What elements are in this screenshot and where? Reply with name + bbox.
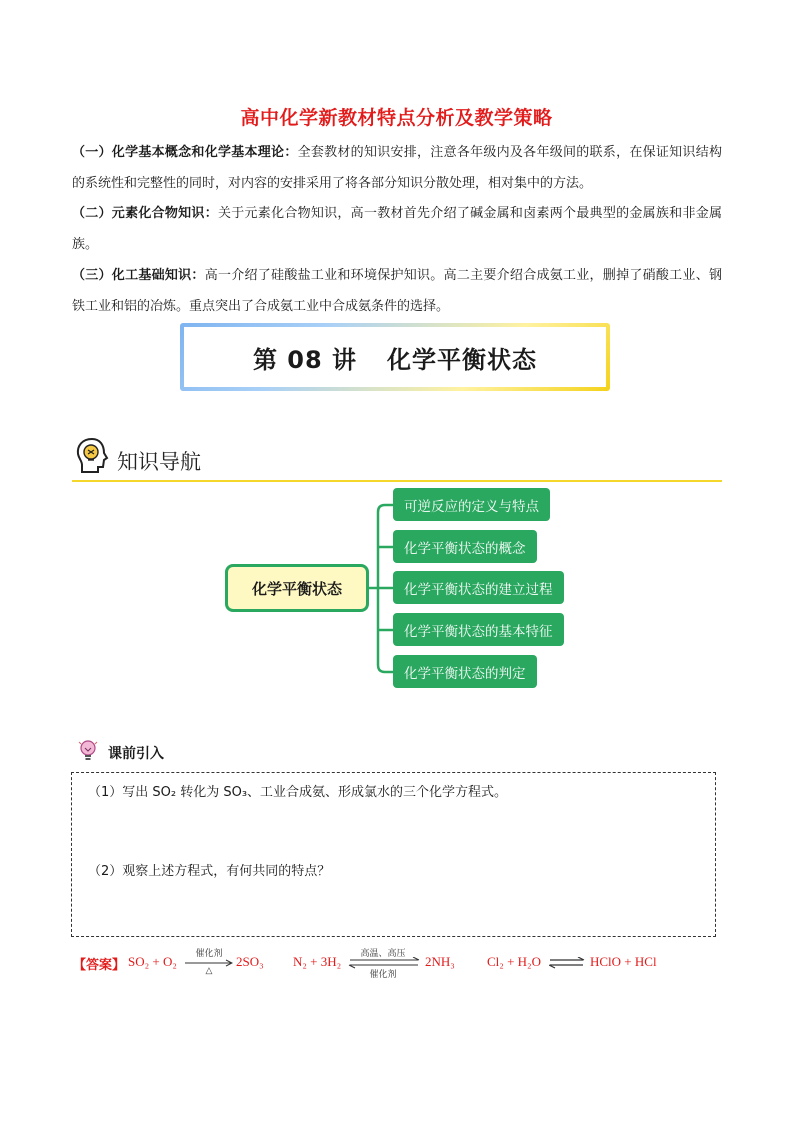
eq1-condition-bottom: △	[205, 965, 213, 975]
lightbulb-icon	[78, 740, 98, 762]
eq2-condition-top: 高温、高压	[360, 948, 406, 958]
mindmap-branch-3: 化学平衡状态的建立过程	[393, 571, 564, 604]
lesson-banner	[180, 323, 610, 391]
lesson-banner-inner	[184, 327, 606, 387]
section-3-label: （三）化工基础知识：	[72, 268, 205, 283]
lesson-name: 化学平衡状态	[387, 345, 538, 374]
section-1-text: 全套教材的知识安排，注意各年级内及各年级间的联系，在保证知识结构的系统性和完整性的同时，对内容的安排采用了将各部分知识分散处理，相对集中的方法。	[72, 145, 722, 191]
section-1-label: （一）化学基本概念和化学基本理论：	[72, 145, 298, 160]
eq3-products: HClO + HCl	[590, 954, 657, 969]
eq1-products: 2SO₃	[236, 954, 264, 969]
lightbulb-head-icon	[74, 436, 110, 476]
mindmap-branch-4: 化学平衡状态的基本特征	[393, 613, 564, 646]
mindmap-center-node: 化学平衡状态	[225, 564, 369, 612]
question-2: （2）观察上述方程式，有何共同的特点？	[88, 864, 331, 879]
mindmap-branch-1: 可逆反应的定义与特点	[393, 488, 550, 521]
eq3-reactants: Cl₂ + H₂O	[487, 954, 541, 969]
knowledge-nav-header	[72, 436, 722, 482]
question-1: （1）写出 SO₂ 转化为 SO₃、工业合成氨、形成氯水的三个化学方程式。	[88, 785, 508, 800]
section-2-text: 关于元素化合物知识，高一教材首先介绍了碱金属和卤素两个最典型的金属族和非金属族。	[72, 206, 722, 252]
lesson-number: 第 08 讲	[252, 345, 358, 374]
section-2	[72, 198, 722, 260]
section-3-text: 高一介绍了硅酸盐工业和环境保护知识。高二主要介绍合成氨工业，删掉了硝酸工业、钢铁工业和铝的冶炼。重点突出了合成氨工业中合成氨条件的选择。	[72, 268, 722, 314]
eq3-equilibrium-arrow-icon	[549, 957, 585, 969]
section-1	[72, 137, 722, 199]
section-2-label: （二）元素化合物知识：	[72, 206, 218, 221]
knowledge-nav-title: 知识导航	[117, 450, 201, 474]
eq1-reactants: SO₂ + O₂	[128, 954, 177, 969]
mindmap-branch-2: 化学平衡状态的概念	[393, 530, 537, 563]
eq2-condition-bottom: 催化剂	[369, 969, 397, 979]
question-box	[71, 772, 716, 937]
intro-title: 课前引入	[108, 746, 164, 762]
answer-tag: 【答案】	[73, 958, 126, 973]
mindmap-branch-5: 化学平衡状态的判定	[393, 655, 537, 688]
section-3	[72, 260, 722, 322]
eq2-reactants: N₂ + 3H₂	[293, 954, 342, 969]
answer-line	[73, 948, 733, 978]
page-title: 高中化学新教材特点分析及教学策略	[240, 107, 553, 129]
eq1-condition-top: 催化剂	[195, 948, 223, 958]
eq2-products: 2NH₃	[425, 954, 455, 969]
